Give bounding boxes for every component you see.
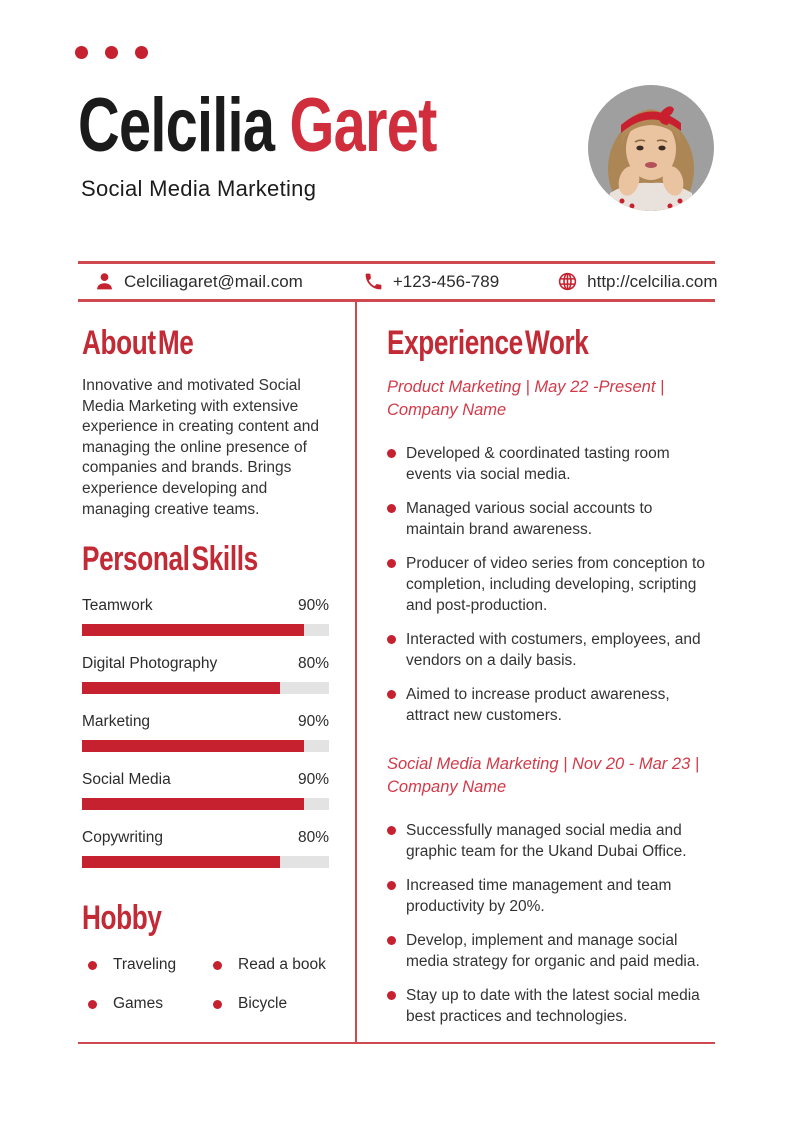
job-entry (387, 376, 715, 726)
job-bullet-text: Managed various social accounts to maintain brand awareness. (406, 500, 653, 538)
job-title: Product Marketing | May 22 -Present | Company Name (387, 378, 665, 419)
resume-body (78, 302, 715, 1044)
job-bullet-item (387, 629, 715, 671)
skill-label-row (82, 712, 329, 731)
dot-icon (105, 46, 118, 59)
job-bullet-list (387, 443, 715, 726)
job-bullet-text: Developed & coordinated tasting room events via social media. (406, 445, 670, 483)
skill-bar-track (82, 856, 329, 868)
skill-bar-fill (82, 740, 304, 752)
website-text: http://celcilia.com (587, 271, 718, 291)
job-bullet-item (387, 498, 715, 540)
experience-heading: Experience Work (387, 324, 589, 362)
hobby-item (213, 995, 329, 1013)
last-name: Garet (289, 83, 437, 168)
hobby-label: Traveling (113, 956, 177, 974)
right-column (355, 302, 715, 1042)
job-entry (387, 753, 715, 1027)
contact-website (557, 271, 717, 292)
bullet-icon (387, 936, 396, 945)
skill-bar-track (82, 682, 329, 694)
job-bullet-text: Stay up to date with the latest social media best practices and technologies. (406, 987, 700, 1025)
dot-icon (135, 46, 148, 59)
bullet-icon (387, 690, 396, 699)
person-name (78, 83, 437, 168)
skills-heading: Personal Skills (82, 540, 258, 579)
skill-bar-fill (82, 798, 304, 810)
job-bullet-text: Interacted with costumers, employees, and vendors on a daily basis. (406, 631, 701, 669)
skill-label-row (82, 596, 329, 615)
bullet-icon (387, 991, 396, 1000)
skill-label: Social Media (82, 771, 171, 789)
email-text: Celciliagaret@mail.com (124, 271, 303, 291)
job-bullet-text: Producer of video series from conception to completion, including developing, scripting and post-production. (406, 555, 705, 614)
skill-row (82, 712, 329, 752)
skill-percent: 90% (297, 713, 329, 731)
bullet-icon (88, 961, 97, 970)
job-bullet-item (387, 553, 715, 616)
bullet-icon (387, 449, 396, 458)
experience-jobs (387, 376, 715, 1027)
decorative-dots (75, 46, 165, 59)
skill-label-row (82, 654, 329, 673)
bullet-icon (387, 881, 396, 890)
job-bullet-item (387, 875, 715, 917)
hobby-list (82, 956, 329, 1013)
hobby-heading: Hobby (82, 899, 162, 938)
skill-percent: 90% (297, 597, 329, 615)
bullet-icon (387, 504, 396, 513)
skill-label: Marketing (82, 713, 151, 731)
skill-bar-track (82, 624, 329, 636)
phone-text: +123-456-789 (392, 271, 500, 291)
skill-label-row (82, 828, 329, 847)
about-text: Innovative and motivated Social Media Marketing with extensive experience in creating content and managing the online presence of companies and brands. Brings experience developing and managing creative teams. (82, 377, 319, 518)
left-column (78, 302, 355, 1042)
hobby-label: Bicycle (238, 995, 288, 1013)
skill-bar-track (82, 740, 329, 752)
job-bullet-item (387, 820, 715, 862)
skill-percent: 90% (297, 771, 329, 789)
skills-list (82, 596, 329, 868)
hobby-label: Read a book (238, 956, 326, 974)
job-bullet-text: Increased time management and team productivity by 20%. (406, 877, 672, 915)
profile-photo (588, 85, 714, 211)
skill-bar-fill (82, 856, 280, 868)
bullet-icon (88, 1000, 97, 1009)
skill-bar-fill (82, 624, 304, 636)
bullet-icon (387, 559, 396, 568)
bullet-icon (213, 1000, 222, 1009)
job-title-subtitle: Social Media Marketing (81, 176, 317, 201)
phone-icon (363, 271, 384, 292)
first-name: Celcilia (78, 83, 275, 168)
profile-photo-illustration (588, 85, 714, 211)
job-bullet-item (387, 985, 715, 1027)
about-heading: About Me (82, 324, 194, 362)
dot-icon (75, 46, 88, 59)
skill-label-row (82, 770, 329, 789)
contact-email (94, 271, 303, 292)
job-bullet-text: Develop, implement and manage social media strategy for organic and paid media. (406, 932, 700, 970)
skill-label: Teamwork (82, 597, 153, 615)
skill-row (82, 770, 329, 810)
job-bullet-text: Aimed to increase product awareness, attract new customers. (406, 686, 670, 724)
job-bullet-item (387, 443, 715, 485)
bullet-icon (387, 826, 396, 835)
job-bullet-item (387, 684, 715, 726)
hobby-label: Games (113, 995, 163, 1013)
hobby-item (213, 956, 329, 974)
contact-bar (78, 261, 718, 302)
globe-icon (557, 271, 578, 292)
bullet-icon (213, 961, 222, 970)
bullet-icon (387, 635, 396, 644)
hobby-item (88, 956, 213, 974)
job-bullet-list (387, 820, 715, 1027)
contact-phone (363, 271, 499, 292)
hobby-item (88, 995, 213, 1013)
skill-row (82, 596, 329, 636)
skill-row (82, 828, 329, 868)
skill-label: Digital Photography (82, 655, 218, 673)
job-title: Social Media Marketing | Nov 20 - Mar 23 | Company Name (387, 755, 700, 796)
skill-label: Copywriting (82, 829, 163, 847)
skill-bar-track (82, 798, 329, 810)
job-bullet-item (387, 930, 715, 972)
skill-bar-fill (82, 682, 280, 694)
skill-percent: 80% (297, 655, 329, 673)
skill-row (82, 654, 329, 694)
skill-percent: 80% (297, 829, 329, 847)
person-icon (94, 271, 115, 292)
job-bullet-text: Successfully managed social media and graphic team for the Ukand Dubai Office. (406, 822, 687, 860)
